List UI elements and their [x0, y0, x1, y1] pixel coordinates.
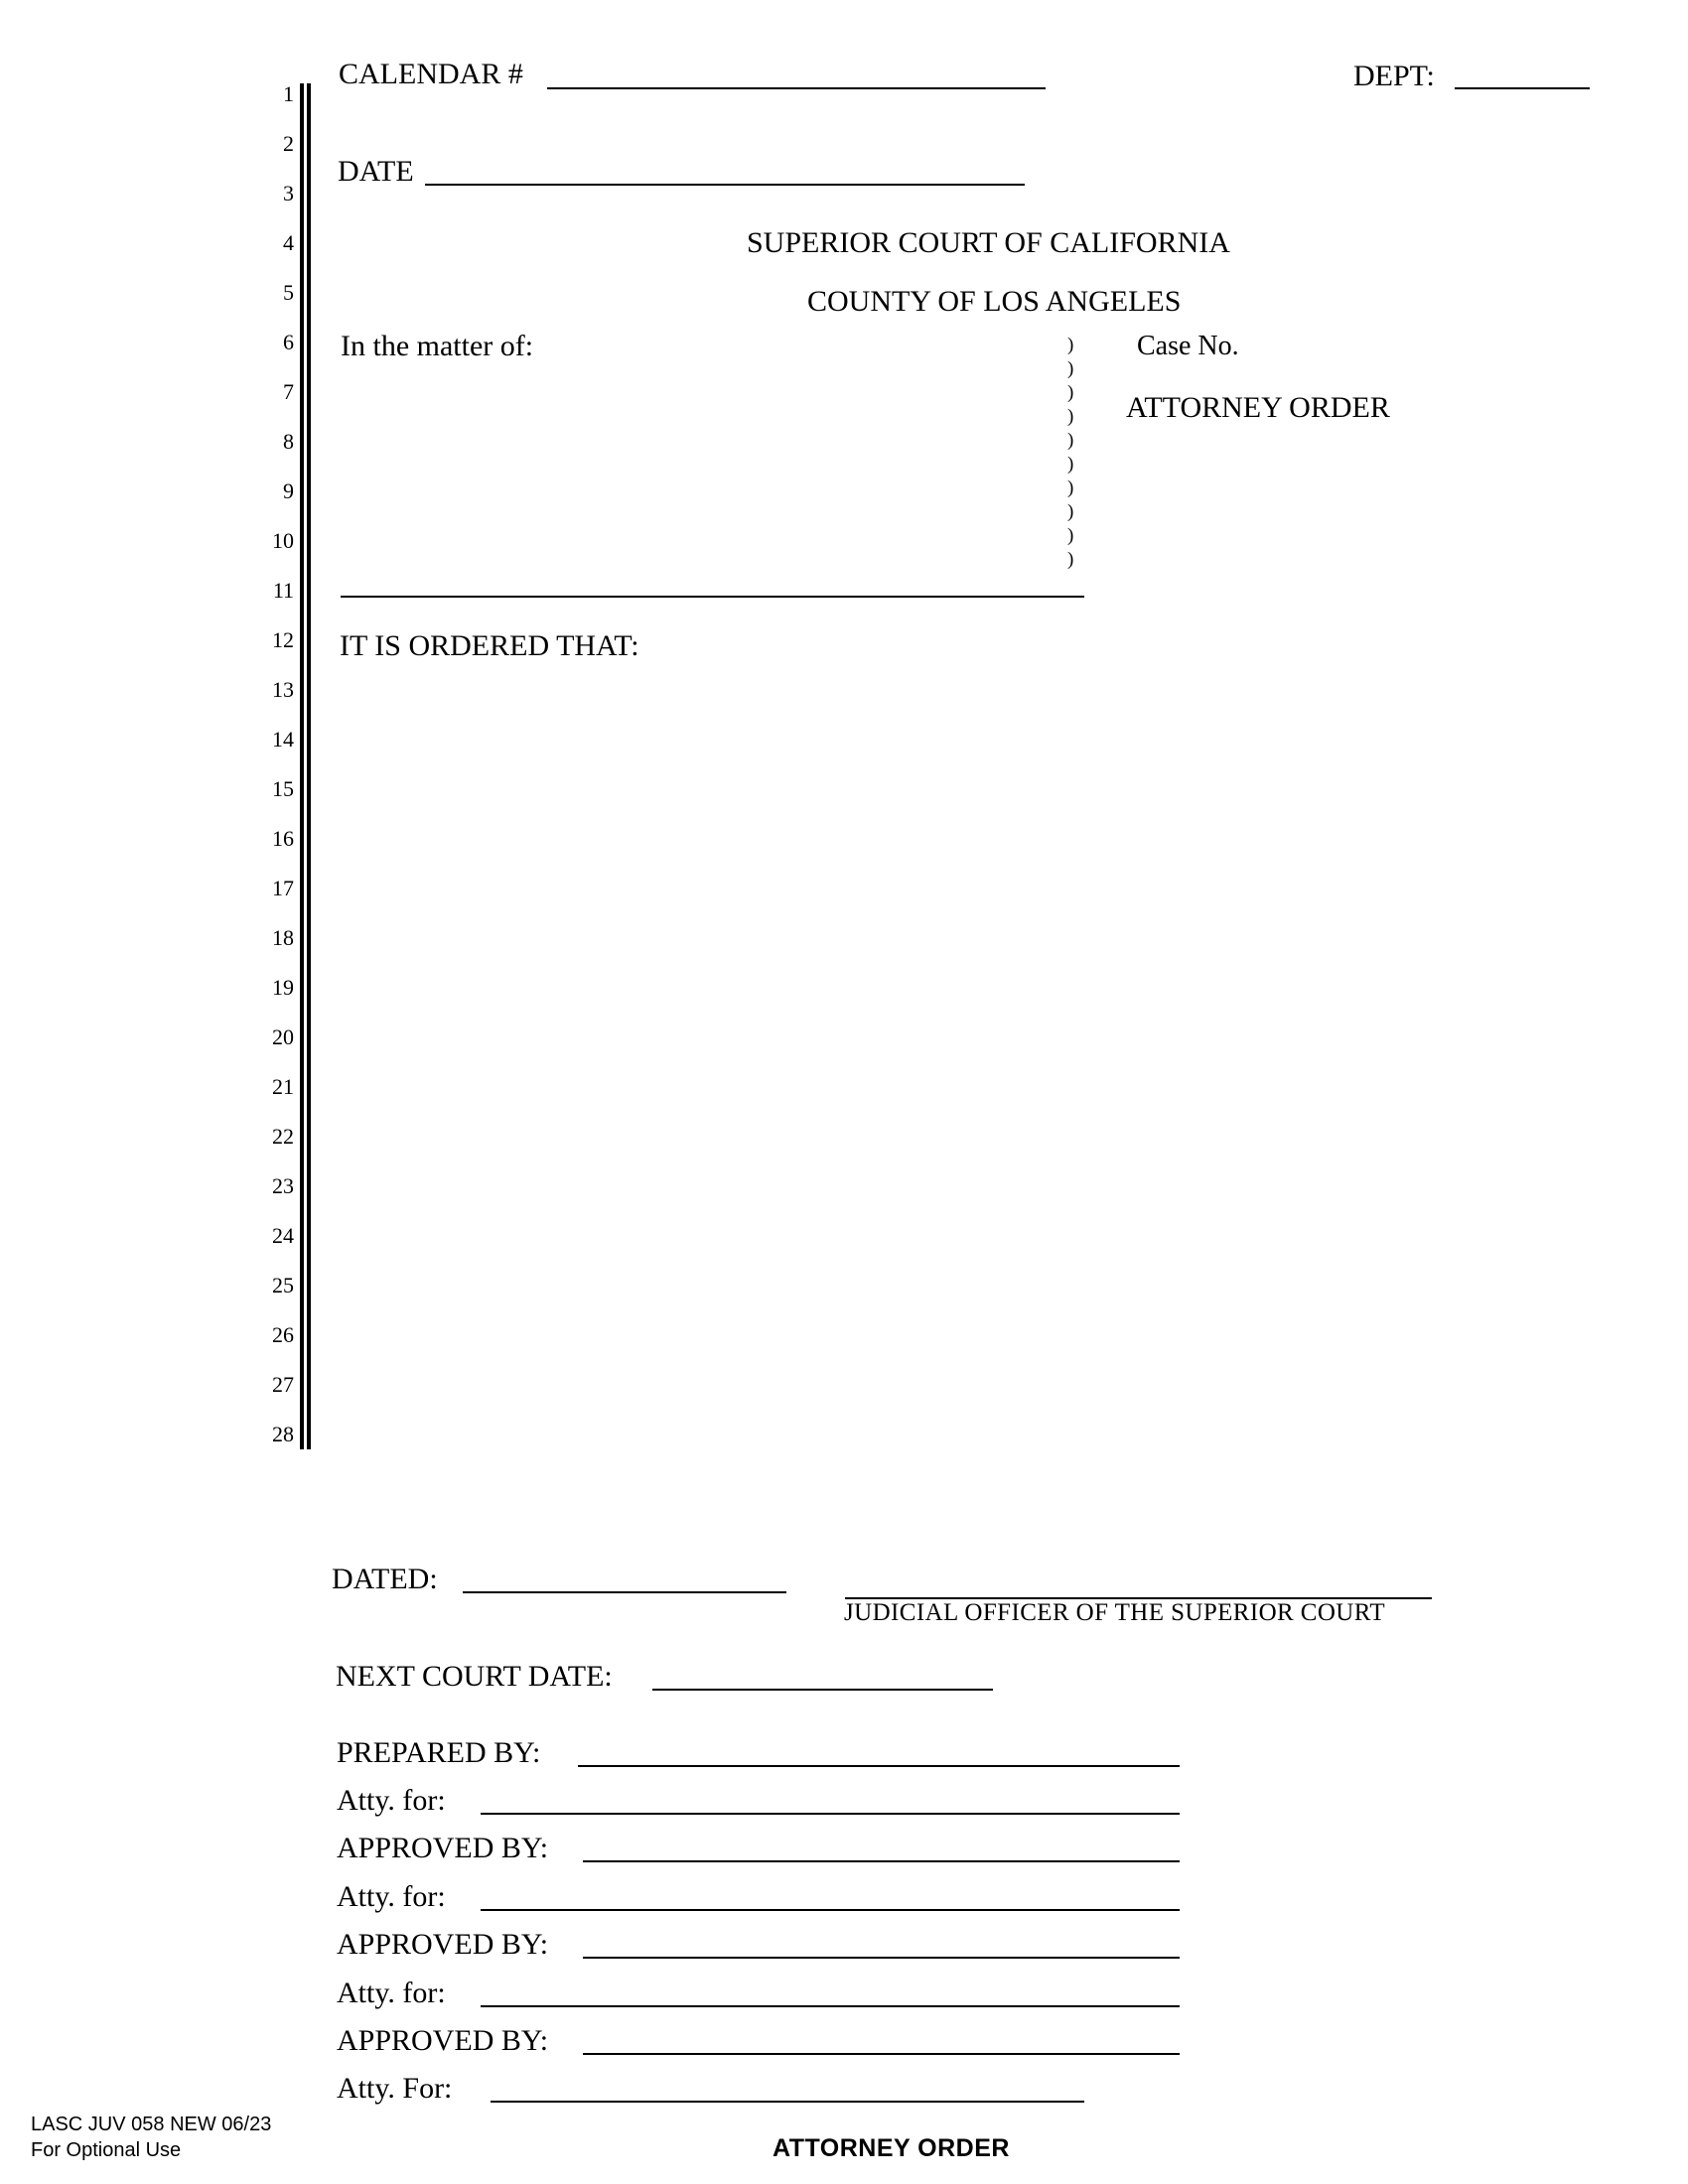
dated-field[interactable] [467, 1562, 782, 1589]
paren-glyph: ) [1067, 525, 1074, 546]
line-number: 15 [272, 776, 294, 801]
paren-glyph: ) [1067, 406, 1074, 427]
atty-for-underline [481, 1909, 1180, 1911]
prepared-by-underline [578, 1765, 1180, 1767]
line-number: 7 [283, 379, 294, 404]
line-number: 23 [272, 1173, 294, 1198]
line-number: 9 [283, 478, 294, 503]
line-number: 17 [272, 876, 294, 900]
line-number: 5 [283, 280, 294, 305]
line-number: 4 [283, 230, 294, 255]
footer-usage-note: For Optional Use [31, 2139, 182, 2161]
paren-glyph: ) [1067, 478, 1074, 498]
paren-glyph: ) [1067, 358, 1074, 379]
line-number: 6 [283, 330, 294, 354]
approved-by-field[interactable] [587, 2023, 1176, 2051]
line-number: 18 [272, 925, 294, 950]
line-number: 11 [272, 578, 294, 603]
date-field[interactable] [429, 154, 1020, 182]
line-number: 16 [272, 826, 294, 851]
approved-by-label: APPROVED BY: [337, 2024, 549, 2057]
atty-for-label: Atty. For: [337, 2072, 453, 2105]
atty-for-field[interactable] [485, 1783, 1176, 1811]
calendar-label: CALENDAR # [339, 58, 523, 90]
approved-by-label: APPROVED BY: [337, 1928, 549, 1961]
atty-for-field[interactable] [494, 2071, 1080, 2099]
next-court-date-underline [652, 1689, 993, 1691]
next-court-date-field[interactable] [655, 1659, 989, 1687]
line-number: 22 [272, 1124, 294, 1149]
matter-label: In the matter of: [341, 330, 534, 362]
line-number: 21 [272, 1074, 294, 1099]
footer-form-info [31, 2112, 271, 2163]
paren-glyph: ) [1067, 549, 1074, 570]
date-underline [425, 184, 1025, 186]
atty-for-underline [481, 2005, 1180, 2007]
next-court-date-label: NEXT COURT DATE: [336, 1660, 613, 1693]
footer-form-title: ATTORNEY ORDER [773, 2134, 1010, 2162]
approved-by-underline [583, 2053, 1180, 2055]
paren-glyph: ) [1067, 501, 1074, 522]
line-number: 25 [272, 1273, 294, 1297]
line-number: 8 [283, 429, 294, 454]
line-number: 26 [272, 1322, 294, 1347]
order-heading: IT IS ORDERED THAT: [340, 629, 639, 662]
date-label: DATE [338, 155, 414, 188]
atty-for-label: Atty. for: [337, 1880, 446, 1913]
atty-for-field[interactable] [485, 1976, 1176, 2003]
dept-field[interactable] [1458, 58, 1587, 85]
line-number: 19 [272, 975, 294, 1000]
line-number: 1 [283, 81, 294, 106]
line-number: 3 [283, 181, 294, 205]
paren-glyph: ) [1067, 430, 1074, 451]
case-no-label: Case No. [1137, 331, 1239, 361]
paren-glyph: ) [1067, 382, 1074, 403]
approved-by-underline [583, 1860, 1180, 1862]
paren-glyph: ) [1067, 454, 1074, 475]
prepared-by-label: PREPARED BY: [337, 1736, 541, 1769]
margin-rule-right [307, 83, 311, 1449]
line-number: 20 [272, 1024, 294, 1049]
atty-for-underline [481, 1813, 1180, 1815]
court-name-line2: COUNTY OF LOS ANGELES [807, 285, 1182, 318]
margin-rule-left [300, 83, 304, 1449]
line-number: 13 [272, 677, 294, 702]
line-number: 24 [272, 1223, 294, 1248]
matter-of-field[interactable] [343, 369, 1038, 588]
footer-form-code: LASC JUV 058 NEW 06/23 [31, 2114, 272, 2135]
line-number: 12 [272, 627, 294, 652]
paren-glyph: ) [1067, 335, 1074, 355]
caption-underline [341, 596, 1084, 598]
judicial-officer-caption: JUDICIAL OFFICER OF THE SUPERIOR COURT [844, 1599, 1386, 1626]
calendar-number-field[interactable] [551, 58, 1043, 85]
approved-by-field[interactable] [587, 1831, 1176, 1858]
court-name-line1: SUPERIOR COURT OF CALIFORNIA [747, 226, 1230, 259]
atty-for-field[interactable] [485, 1879, 1176, 1907]
prepared-by-field[interactable] [582, 1735, 1176, 1763]
approved-by-label: APPROVED BY: [337, 1832, 549, 1864]
line-number: 28 [272, 1422, 294, 1446]
calendar-underline [547, 87, 1046, 89]
approved-by-field[interactable] [587, 1927, 1176, 1955]
dept-label: DEPT: [1353, 60, 1435, 92]
line-number: 10 [272, 528, 294, 553]
line-number: 27 [272, 1372, 294, 1397]
atty-for-label: Atty. for: [337, 1977, 446, 2009]
approved-by-underline [583, 1957, 1180, 1959]
document-title: ATTORNEY ORDER [1126, 391, 1390, 424]
dated-underline [463, 1591, 786, 1593]
dated-label: DATED: [332, 1563, 438, 1595]
atty-for-underline [491, 2101, 1084, 2103]
line-number: 2 [283, 131, 294, 156]
order-body-field[interactable] [343, 675, 1584, 1439]
dept-underline [1455, 87, 1590, 89]
line-number: 14 [272, 727, 294, 751]
case-no-field[interactable] [1256, 331, 1554, 358]
atty-for-label: Atty. for: [337, 1784, 446, 1817]
